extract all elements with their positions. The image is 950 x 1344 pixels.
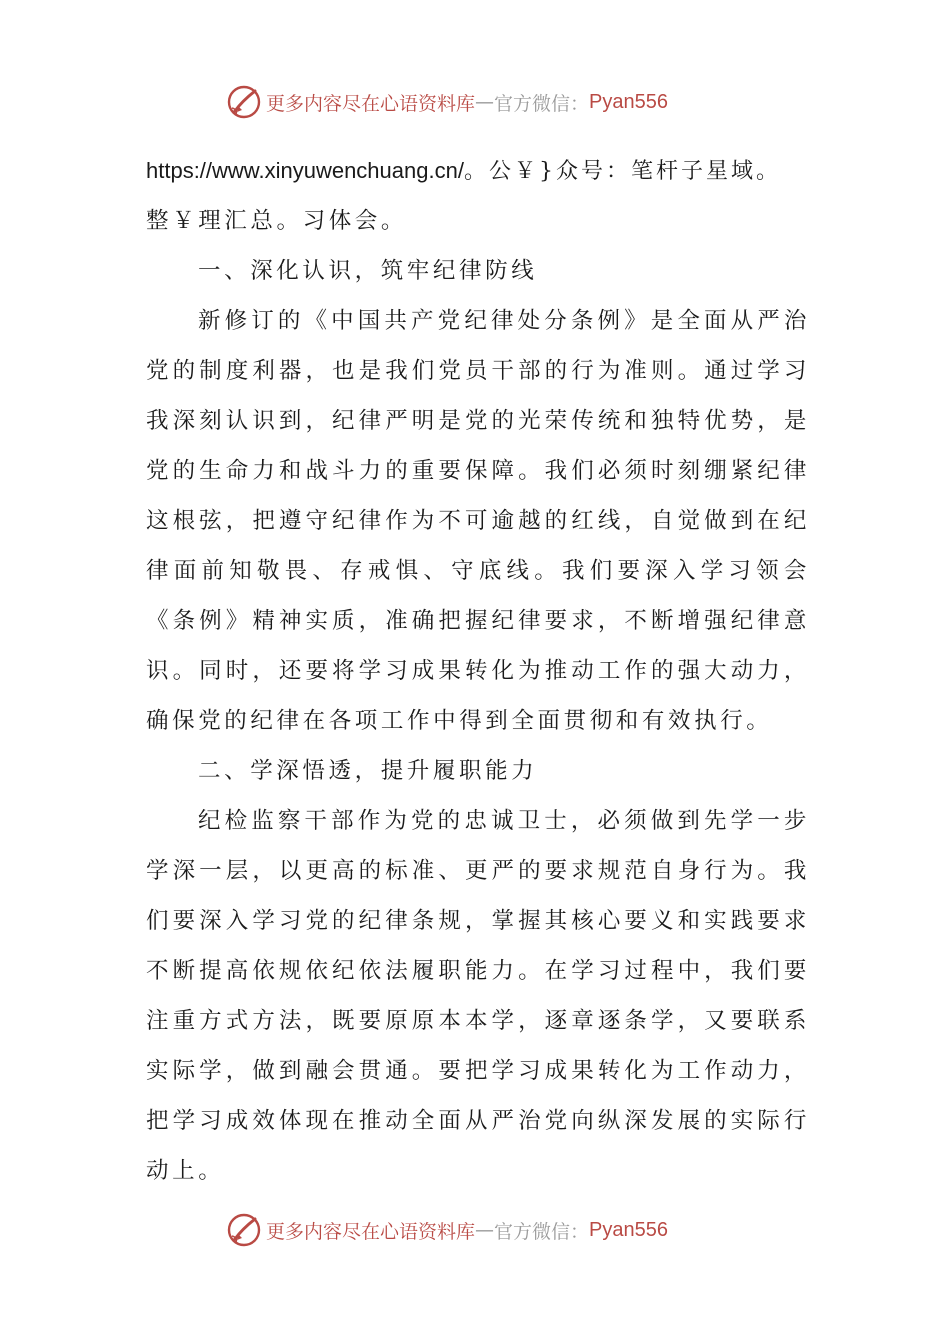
paragraph-line: 们要深入学习党的纪律条规，掌握其核心要义和实践要求 <box>146 908 810 934</box>
paragraph-line: 注重方式方法，既要原原本本学，逐章逐条学，又要联系 <box>146 1008 810 1034</box>
paragraph-line: 动上。 <box>146 1158 225 1184</box>
header-watermark-banner <box>226 82 746 122</box>
paragraph-line: 党的制度利器，也是我们党员干部的行为准则。通过学习 <box>146 358 810 384</box>
paragraph-line: 新修订的《中国共产党纪律处分条例》是全面从严治 <box>198 308 810 334</box>
paragraph-line: 识。同时，还要将学习成果转化为推动工作的强大动力， <box>146 658 810 684</box>
paragraph-line: 确保党的纪律在各项工作中得到全面贯彻和有效执行。 <box>146 708 773 734</box>
document-body <box>146 146 810 1196</box>
url-line-rest: 。公￥}众号：笔杆子星域。 <box>463 159 781 184</box>
paragraph-line: 党的生命力和战斗力的重要保障。我们必须时刻绷紧纪律 <box>146 458 810 484</box>
url-line <box>146 146 810 196</box>
paragraph-line: 整￥理汇总。习体会。 <box>146 208 408 234</box>
section-heading: 二、学深悟透，提升履职能力 <box>198 758 538 784</box>
paragraph-line: 这根弦，把遵守纪律作为不可逾越的红线，自觉做到在纪 <box>146 508 810 534</box>
banner-text: 更多内容尽在心语资料库 <box>266 92 476 115</box>
banner-wechat-id: Pyan556 <box>589 1218 668 1241</box>
url-link[interactable]: https://www.xinyuwenchuang.cn/ <box>146 158 464 183</box>
footer-watermark-banner <box>226 1210 746 1250</box>
paragraph-line: 不断提高依规依纪依法履职能力。在学习过程中，我们要 <box>146 958 810 984</box>
paragraph-line: 纪检监察干部作为党的忠诚卫士，必须做到先学一步 <box>198 808 810 834</box>
pen-writing-logo-icon <box>226 84 262 120</box>
paragraph-line: 把学习成效体现在推动全面从严治党向纵深发展的实际行 <box>146 1108 810 1134</box>
pen-writing-logo-icon <box>226 1212 262 1248</box>
paragraph-line: 实际学，做到融会贯通。要把学习成果转化为工作动力， <box>146 1058 810 1084</box>
paragraph-line: 律面前知敬畏、存戒惧、守底线。我们要深入学习领会 <box>146 558 810 584</box>
banner-wechat-label: 官方微信： <box>494 92 590 115</box>
banner-text: 更多内容尽在心语资料库 <box>266 1220 476 1243</box>
paragraph-line: 学深一层，以更高的标准、更严的要求规范自身行为。我 <box>146 858 810 884</box>
banner-wechat-id: Pyan556 <box>589 90 668 113</box>
paragraph-line: 我深刻认识到，纪律严明是党的光荣传统和独特优势，是 <box>146 408 810 434</box>
banner-separator: — <box>475 91 495 113</box>
section-heading: 一、深化认识，筑牢纪律防线 <box>198 258 538 284</box>
banner-separator: — <box>475 1219 495 1241</box>
paragraph-line: 《条例》精神实质，准确把握纪律要求，不断增强纪律意 <box>146 608 810 634</box>
banner-wechat-label: 官方微信： <box>494 1220 590 1243</box>
